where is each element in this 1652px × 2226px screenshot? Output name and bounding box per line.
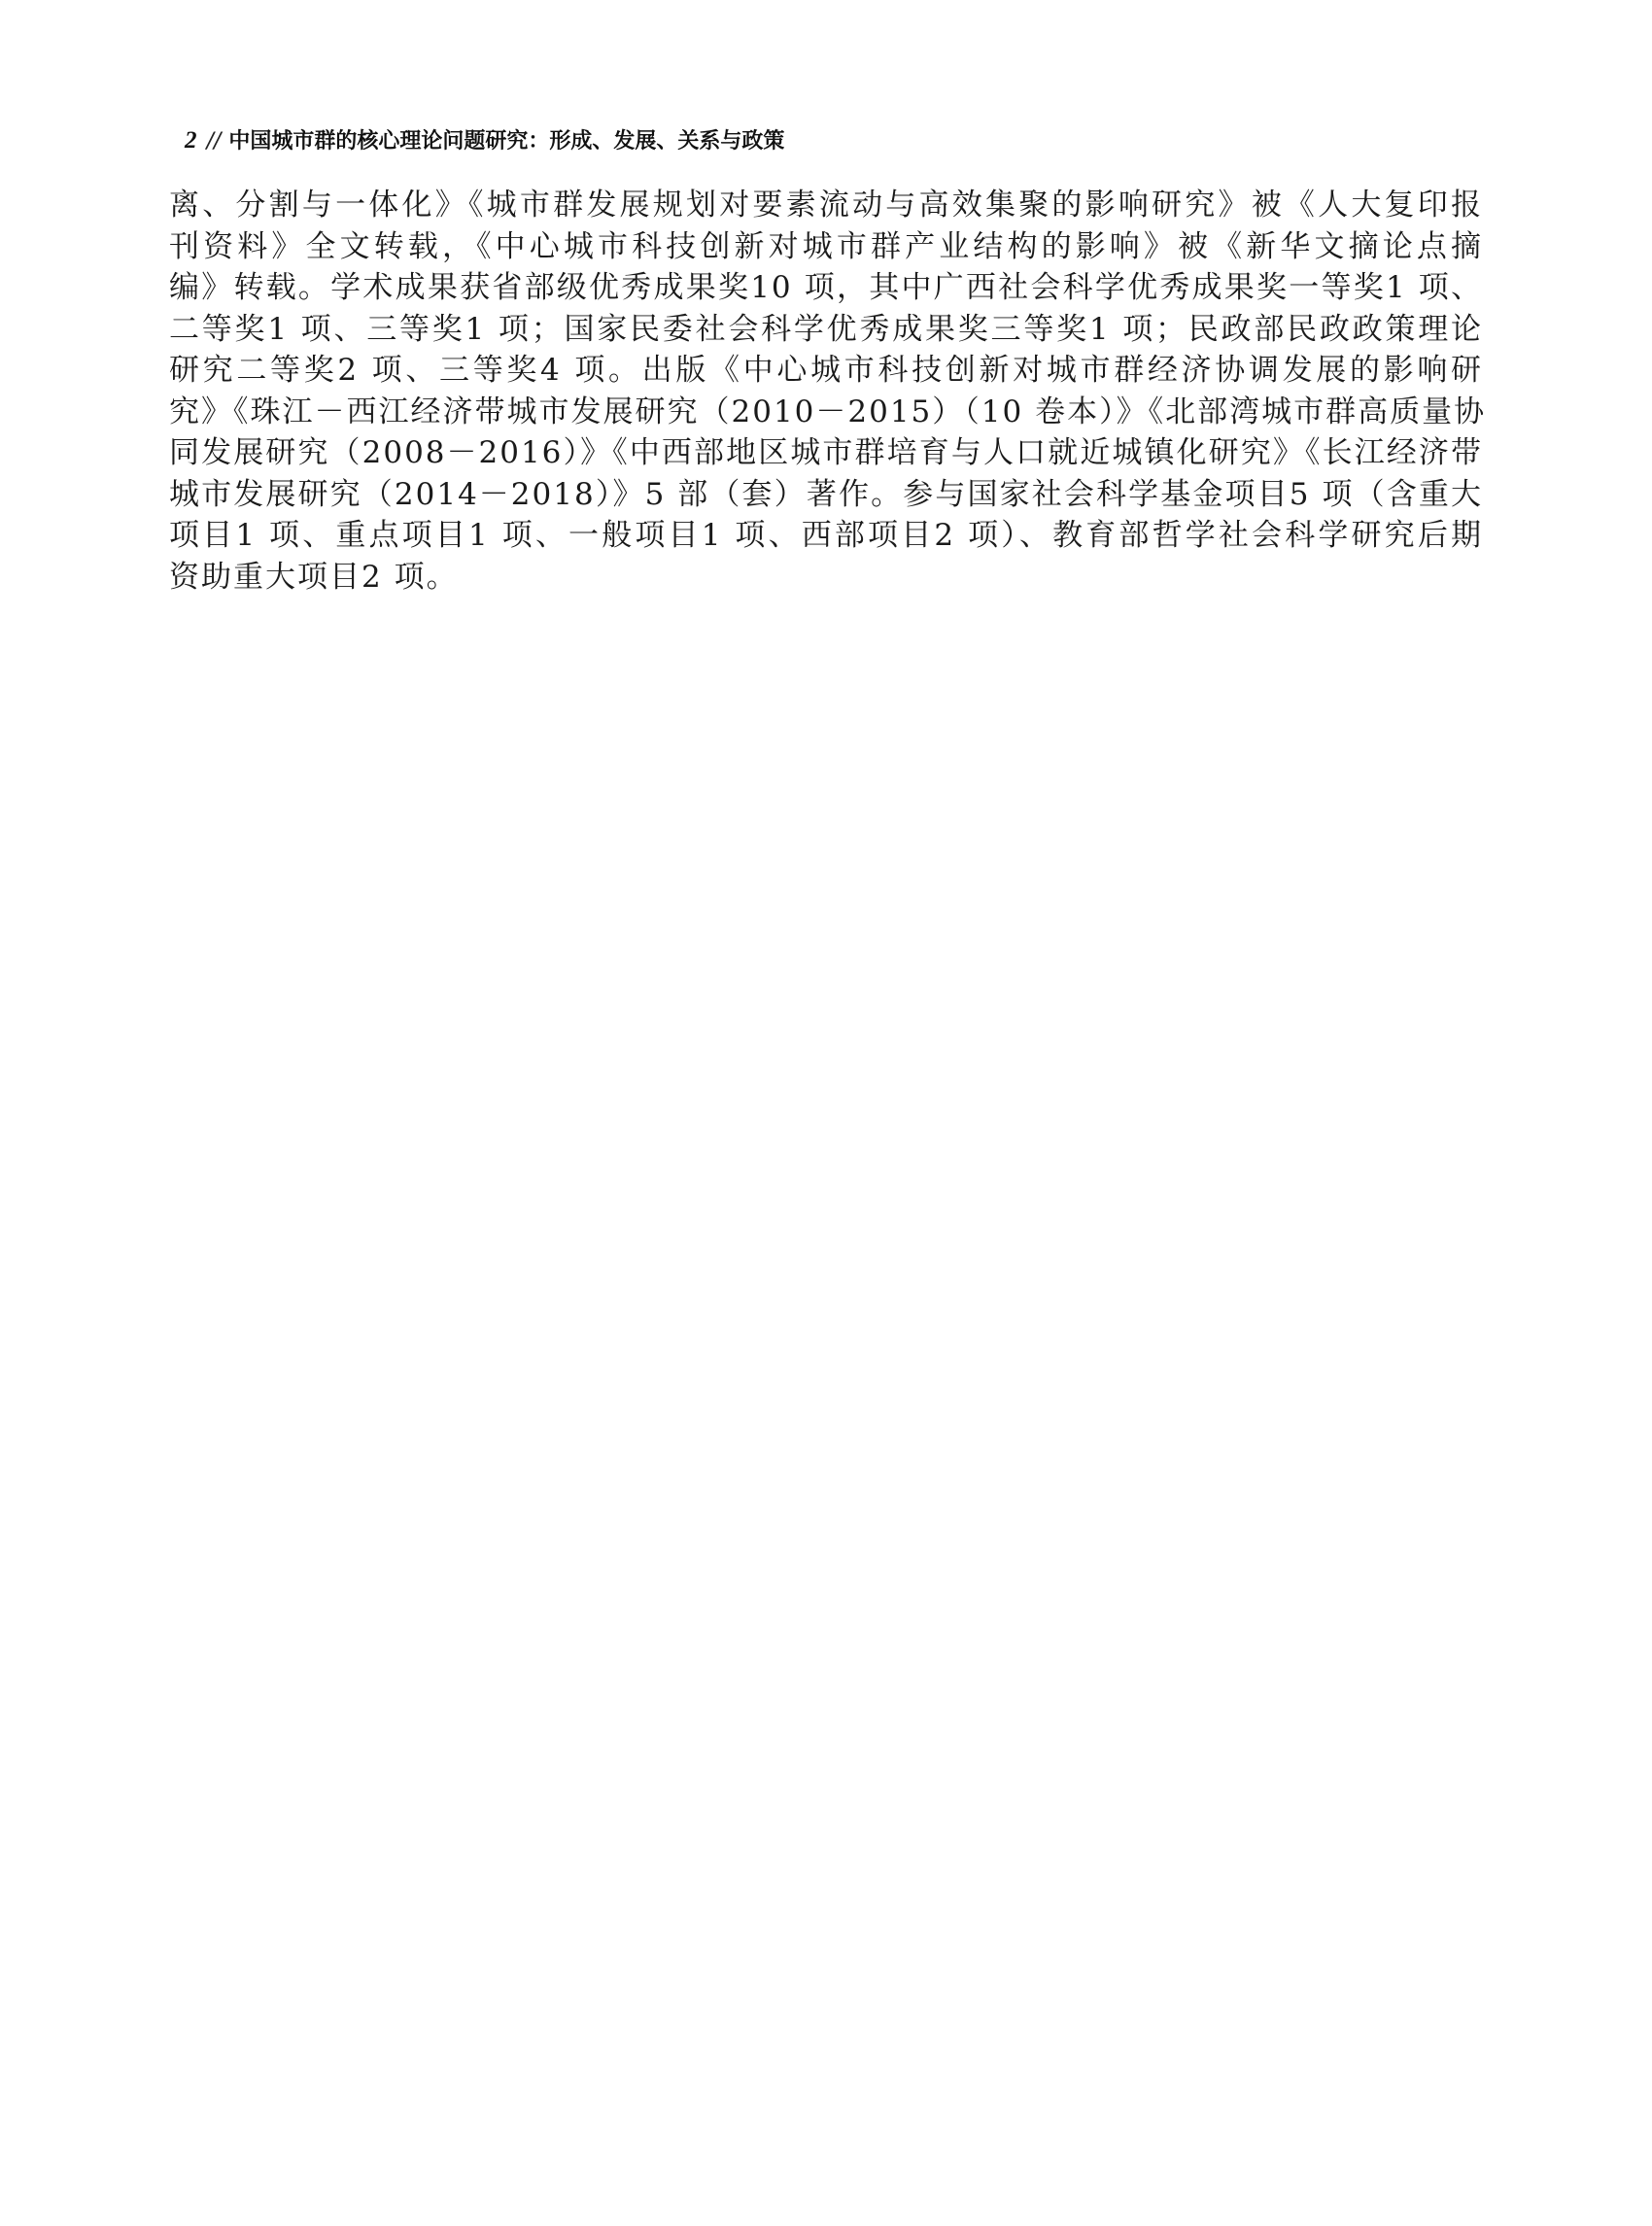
body-line: 编》转载。学术成果获省部级优秀成果奖10 项，其中广西社会科学优秀成果奖一等奖1 项、 bbox=[169, 270, 1483, 305]
body-line: 二等奖1 项、三等奖1 项；国家民委社会科学优秀成果奖三等奖1 项；民政部民政政策理论 bbox=[169, 311, 1483, 347]
book-title: 中国城市群的核心理论问题研究：形成、发展、关系与政策 bbox=[228, 129, 785, 154]
body-line: 同发展研究（2008－2016）》《中西部地区城市群培育与人口就近城镇化研究》《长江经济带 bbox=[169, 435, 1483, 470]
body-line: 资助重大项目2 项。 bbox=[169, 559, 459, 595]
body-line: 项目1 项、重点项目1 项、一般项目1 项、西部项目2 项）、教育部哲学社会科学研究后期 bbox=[169, 518, 1483, 553]
header-separator: // bbox=[206, 129, 222, 154]
body-line: 刊资料》全文转载，《中心城市科技创新对城市群产业结构的影响》被《新华文摘论点摘 bbox=[169, 228, 1483, 264]
body-line: 研究二等奖2 项、三等奖4 项。出版《中心城市科技创新对城市群经济协调发展的影响研 bbox=[169, 353, 1483, 388]
running-header bbox=[185, 124, 784, 154]
body-line: 城市发展研究（2014－2018）》5 部（套）著作。参与国家社会科学基金项目5 项（含重大 bbox=[169, 476, 1483, 512]
body-line: 离、分割与一体化》《城市群发展规划对要素流动与高效集聚的影响研究》被《人大复印报 bbox=[169, 188, 1483, 223]
body-line: 究》《珠江－西江经济带城市发展研究（2010－2015）（10 卷本）》《北部湾城市群高质量协 bbox=[169, 394, 1487, 429]
body-paragraph bbox=[169, 185, 1487, 598]
page-number: 2 bbox=[185, 127, 197, 154]
